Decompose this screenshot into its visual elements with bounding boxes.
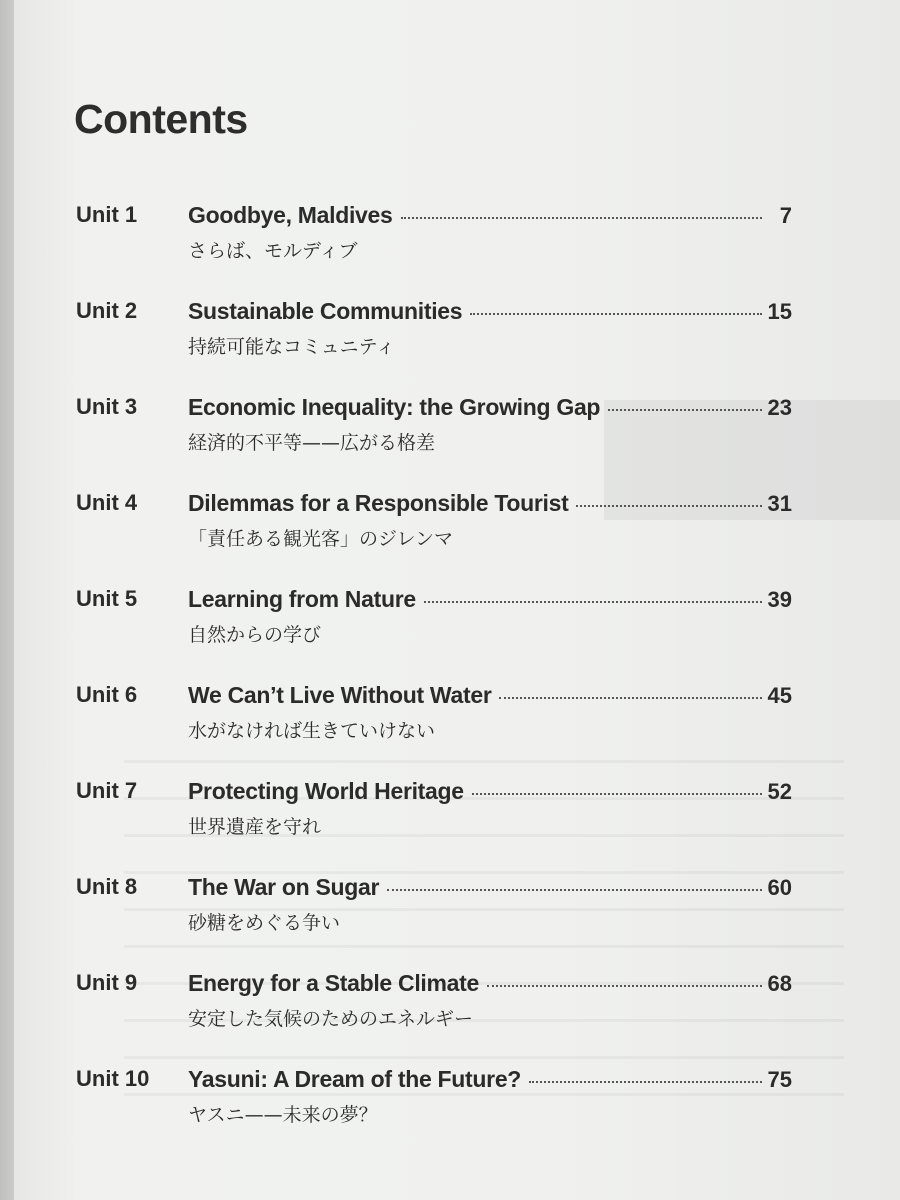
toc-title-row xyxy=(188,1066,792,1093)
unit-number: Unit 6 xyxy=(76,682,138,707)
unit-title-japanese: さらば、モルディブ xyxy=(188,240,358,262)
unit-number: Unit 1 xyxy=(76,202,138,227)
unit-title-japanese: 経済的不平等——広がる格差 xyxy=(188,432,436,454)
page-number: 45 xyxy=(767,683,792,708)
toc-entry[interactable] xyxy=(0,970,900,1050)
unit-number: Unit 2 xyxy=(76,298,138,323)
page-number: 52 xyxy=(767,779,792,804)
unit-title-japanese: 砂糖をめぐる争い xyxy=(188,912,341,934)
unit-number: Unit 10 xyxy=(76,1066,150,1091)
toc-entry[interactable] xyxy=(0,298,900,378)
unit-number: Unit 9 xyxy=(76,970,138,995)
dot-leader xyxy=(472,793,762,795)
unit-title-japanese: 「責任ある観光客」のジレンマ xyxy=(188,528,454,550)
unit-number: Unit 7 xyxy=(76,778,138,803)
page-number: 31 xyxy=(767,491,792,516)
toc-title-row xyxy=(188,874,792,901)
unit-title-english: Dilemmas for a Responsible Tourist xyxy=(188,490,569,516)
toc-title-row xyxy=(188,394,792,421)
toc-entry[interactable] xyxy=(0,202,900,282)
dot-leader xyxy=(529,1081,761,1083)
toc-entry[interactable] xyxy=(0,874,900,954)
toc-title-row xyxy=(188,778,792,805)
toc-entry[interactable] xyxy=(0,394,900,474)
dot-leader xyxy=(401,217,762,219)
dot-leader xyxy=(470,313,761,315)
page-number: 23 xyxy=(767,395,792,420)
toc-entry[interactable] xyxy=(0,586,900,666)
toc-title-row xyxy=(188,490,792,517)
toc-entry[interactable] xyxy=(0,778,900,858)
page-title: Contents xyxy=(74,96,248,142)
page-number: 68 xyxy=(767,971,792,996)
unit-title-english: Goodbye, Maldives xyxy=(188,202,393,228)
unit-title-japanese: 自然からの学び xyxy=(188,624,322,646)
toc-title-row xyxy=(188,970,792,997)
unit-title-english: The War on Sugar xyxy=(188,874,380,900)
toc-title-row xyxy=(188,586,792,613)
unit-title-english: Yasuni: A Dream of the Future? xyxy=(188,1066,522,1092)
unit-title-japanese: 世界遺産を守れ xyxy=(188,816,322,838)
dot-leader xyxy=(487,985,762,987)
unit-title-english: Learning from Nature xyxy=(188,586,416,612)
page-number: 7 xyxy=(779,203,792,228)
unit-number: Unit 3 xyxy=(76,394,138,419)
toc-entry[interactable] xyxy=(0,1066,900,1146)
unit-title-english: Economic Inequality: the Growing Gap xyxy=(188,394,601,420)
toc-entry[interactable] xyxy=(0,682,900,762)
toc-title-row xyxy=(188,682,792,709)
unit-title-japanese: 持続可能なコミュニティ xyxy=(188,336,396,358)
dot-leader xyxy=(387,889,761,891)
unit-title-japanese: 安定した気候のためのエネルギー xyxy=(188,1008,474,1030)
dot-leader xyxy=(576,505,761,507)
unit-number: Unit 5 xyxy=(76,586,138,611)
unit-title-english: Protecting World Heritage xyxy=(188,778,464,804)
unit-number: Unit 4 xyxy=(76,490,138,515)
unit-title-english: We Can’t Live Without Water xyxy=(188,682,492,708)
dot-leader xyxy=(424,601,762,603)
unit-title-english: Energy for a Stable Climate xyxy=(188,970,479,996)
dot-leader xyxy=(499,697,761,699)
unit-title-japanese: 水がなければ生きていけない xyxy=(188,720,436,742)
toc-title-row xyxy=(188,298,792,325)
dot-leader xyxy=(608,409,761,411)
page-number: 39 xyxy=(767,587,792,612)
unit-title-japanese: ヤスニ——未来の夢？ xyxy=(188,1104,378,1126)
toc-title-row xyxy=(188,202,792,229)
page-number: 15 xyxy=(767,299,792,324)
page-number: 60 xyxy=(767,875,792,900)
unit-number: Unit 8 xyxy=(76,874,138,899)
toc-entry[interactable] xyxy=(0,490,900,570)
page-number: 75 xyxy=(767,1067,792,1092)
unit-title-english: Sustainable Communities xyxy=(188,298,463,324)
